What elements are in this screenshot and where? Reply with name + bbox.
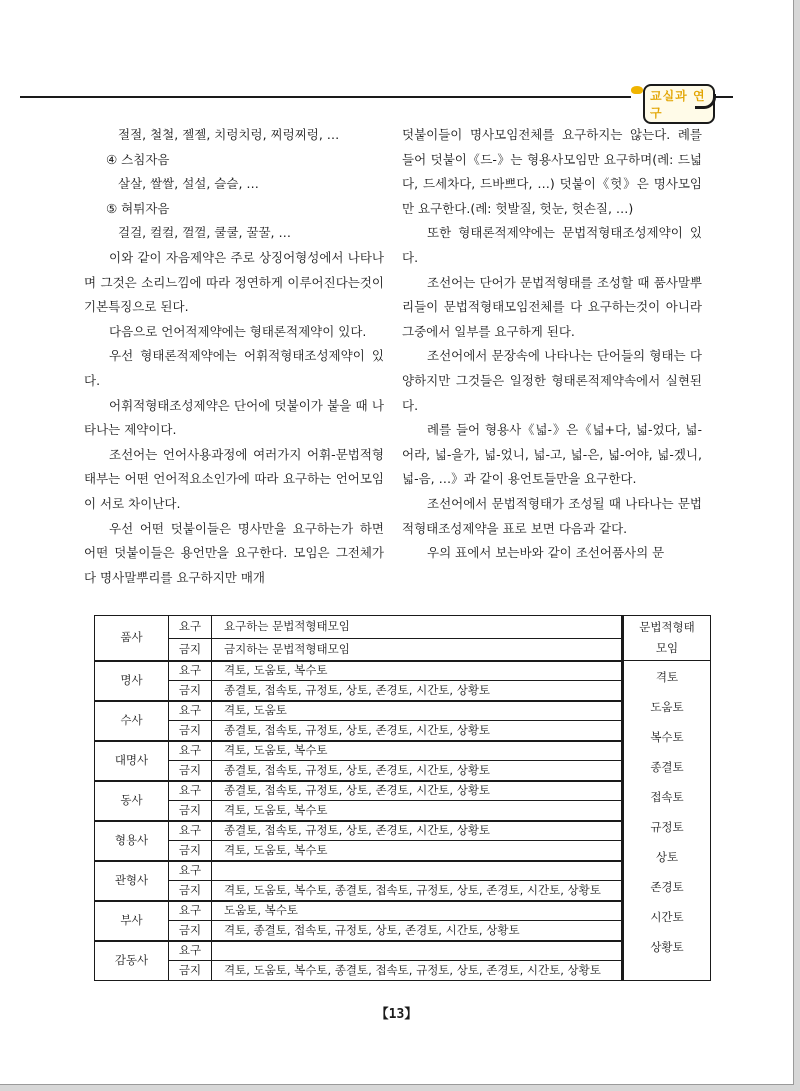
paragraph: 다음으로 언어적제약에는 형태론적제약이 있다. bbox=[109, 323, 367, 339]
table-header-value: 요구하는 문법적형태모임 bbox=[212, 616, 623, 639]
side-list-item: 존경토 bbox=[650, 880, 684, 894]
table-header-side-label bbox=[623, 616, 711, 661]
value-cell: 격토, 도움토, 복수토 bbox=[212, 661, 623, 681]
kind-cell: 요구 bbox=[169, 861, 212, 881]
pos-cell: 동사 bbox=[95, 781, 169, 821]
table-header-kind: 요구 bbox=[169, 616, 212, 639]
table-row bbox=[95, 761, 711, 781]
side-list-item: 도움토 bbox=[650, 700, 684, 714]
paragraph: 절절, 철철, 젤젤, 치렁치렁, 찌렁찌렁, … bbox=[118, 127, 340, 142]
paragraph: 우의 표에서 보는바와 같이 조선어품사의 문 bbox=[427, 545, 665, 561]
paragraph: 우선 어떤 덧붙이들은 명사만을 요구하는가 하면 어떤 덧붙이들은 용언만을 요구한다. 모임은 그전체가 다 명사말뿌리를 요구하지만 매개 bbox=[84, 520, 384, 585]
paragraph: 우선 형태론적제약에는 어휘적형태조성제약이 있다. bbox=[84, 348, 384, 388]
kind-cell: 금지 bbox=[169, 801, 212, 821]
kind-cell: 요구 bbox=[169, 741, 212, 761]
page-number: 【13】 bbox=[375, 1007, 418, 1022]
logo-ornament-icon bbox=[631, 86, 643, 94]
side-list-item: 복수토 bbox=[650, 730, 684, 744]
paragraph: ⑤ 혀튀자음 bbox=[106, 200, 170, 216]
table-row bbox=[95, 821, 711, 841]
value-cell: 격토, 종결토, 접속토, 규정토, 상토, 존경토, 시간토, 상황토 bbox=[212, 921, 623, 941]
value-cell: 격토, 도움토, 복수토, 종결토, 접속토, 규정토, 상토, 존경토, 시간토, 상황토 bbox=[212, 881, 623, 901]
kind-cell: 금지 bbox=[169, 761, 212, 781]
side-label-line: 문법적형태 bbox=[639, 620, 695, 634]
paragraph: 덧붙이들이 명사모임전체를 요구하지는 않는다. 례를 들어 덧붙이《드-》는 형용사모임만 요구하며(례: 드넓다, 드세차다, 드바쁘다, …) 덧붙이《헛》은 명사모임만 요구한다.(례: 헛발질, 헛눈, 헛손질, …) bbox=[402, 127, 702, 216]
pos-cell: 대명사 bbox=[95, 741, 169, 781]
table-row bbox=[95, 701, 711, 721]
paragraph: 조선어는 단어가 문법적형태를 조성할 때 품사말뿌리들이 문법적형태모임전체를 다 요구하는것이 아니라 그중에서 일부를 요구하게 된다. bbox=[402, 274, 702, 339]
table-row bbox=[95, 921, 711, 941]
paragraph: 례를 들어 형용사《넓-》은《넓+다, 넓-었다, 넓-어라, 넓-을가, 넓-었니, 넓-고, 넓-은, 넓-어야, 넓-겠니, 넓-음, …》과 같이 용언토들만을 요구한다. bbox=[402, 422, 702, 487]
pos-cell: 형용사 bbox=[95, 821, 169, 861]
table-row bbox=[95, 961, 711, 981]
value-cell: 종결토, 접속토, 규정토, 상토, 존경토, 시간토, 상황토 bbox=[212, 781, 623, 801]
paragraph: 또한 형태론적제약에는 문법적형태조성제약이 있다. bbox=[402, 225, 702, 265]
table-row bbox=[95, 741, 711, 761]
value-cell bbox=[212, 861, 623, 881]
side-list-item: 규정토 bbox=[650, 820, 684, 834]
kind-cell: 금지 bbox=[169, 841, 212, 861]
pos-cell: 명사 bbox=[95, 661, 169, 701]
side-list-cell bbox=[623, 661, 711, 981]
pos-cell: 관형사 bbox=[95, 861, 169, 901]
kind-cell: 금지 bbox=[169, 921, 212, 941]
paragraph: ④ 스침자음 bbox=[106, 151, 170, 167]
header-logo bbox=[631, 82, 715, 120]
paragraph: 조선어에서 문장속에 나타나는 단어들의 형태는 다양하지만 그것들은 일정한 형태론적제약속에서 실현된다. bbox=[402, 348, 702, 413]
table-row bbox=[95, 841, 711, 861]
value-cell: 종결토, 접속토, 규정토, 상토, 존경토, 시간토, 상황토 bbox=[212, 821, 623, 841]
pos-cell: 수사 bbox=[95, 701, 169, 741]
side-list-item: 시간토 bbox=[650, 910, 684, 924]
value-cell: 격토, 도움토, 복수토 bbox=[212, 741, 623, 761]
kind-cell: 요구 bbox=[169, 821, 212, 841]
side-label-line: 모임 bbox=[655, 641, 679, 655]
paragraph: 조선어에서 문법적형태가 조성될 때 나타나는 문법적형태조성제약을 표로 보면 다음과 같다. bbox=[402, 495, 702, 536]
side-list-item: 상토 bbox=[655, 850, 679, 864]
paragraph: 조선어는 언어사용과정에 여러가지 어휘-문법적형태부는 어떤 언어적요소인가에 따라 요구하는 언어모임이 서로 차이난다. bbox=[84, 446, 384, 511]
side-list-item: 상황토 bbox=[650, 940, 684, 954]
kind-cell: 요구 bbox=[169, 701, 212, 721]
value-cell: 격토, 도움토, 복수토 bbox=[212, 841, 623, 861]
pos-cell: 부사 bbox=[95, 901, 169, 941]
side-list-item: 종결토 bbox=[650, 760, 684, 774]
value-cell: 도움토, 복수토 bbox=[212, 901, 623, 921]
table-header-kind: 금지 bbox=[169, 638, 212, 661]
kind-cell: 금지 bbox=[169, 721, 212, 741]
paragraph: 이와 같이 자음제약은 주로 상징어형성에서 나타나며 그것은 소리느낌에 따라 정연하게 이루어진다는것이 기본특징으로 된다. bbox=[84, 249, 384, 315]
value-cell bbox=[212, 941, 623, 961]
side-list-item: 접속토 bbox=[650, 790, 684, 804]
value-cell: 격토, 도움토, 복수토 bbox=[212, 801, 623, 821]
kind-cell: 금지 bbox=[169, 681, 212, 701]
table-row bbox=[95, 901, 711, 921]
pos-cell: 감동사 bbox=[95, 941, 169, 981]
paragraph: 걸걸, 컬컬, 껄껄, 쿨쿨, 꿀꿀, … bbox=[118, 225, 291, 241]
table-row bbox=[95, 941, 711, 961]
header-rule bbox=[20, 96, 733, 98]
side-list-item: 격토 bbox=[655, 670, 679, 684]
grammar-constraint-table bbox=[94, 615, 711, 981]
grammar-constraint-table-wrap bbox=[94, 615, 710, 981]
table-row bbox=[95, 721, 711, 741]
logo-text: 교실과 연구 bbox=[643, 84, 715, 124]
kind-cell: 요구 bbox=[169, 901, 212, 921]
value-cell: 종결토, 접속토, 규정토, 상토, 존경토, 시간토, 상황토 bbox=[212, 721, 623, 741]
table-row bbox=[95, 881, 711, 901]
table-row bbox=[95, 681, 711, 701]
value-cell: 종결토, 접속토, 규정토, 상토, 존경토, 시간토, 상황토 bbox=[212, 761, 623, 781]
paragraph: 살살, 쌀쌀, 설설, 슬슬, … bbox=[118, 176, 259, 192]
table-row bbox=[95, 861, 711, 881]
value-cell: 격토, 도움토 bbox=[212, 701, 623, 721]
value-cell: 격토, 도움토, 복수토, 종결토, 접속토, 규정토, 상토, 존경토, 시간토, 상황토 bbox=[212, 961, 623, 981]
kind-cell: 금지 bbox=[169, 881, 212, 901]
kind-cell: 요구 bbox=[169, 941, 212, 961]
kind-cell: 요구 bbox=[169, 781, 212, 801]
kind-cell: 금지 bbox=[169, 961, 212, 981]
table-row bbox=[95, 781, 711, 801]
left-text-column bbox=[84, 123, 384, 590]
table-row bbox=[95, 801, 711, 821]
table-header-value: 금지하는 문법적형태모임 bbox=[212, 638, 623, 661]
value-cell: 종결토, 접속토, 규정토, 상토, 존경토, 시간토, 상황토 bbox=[212, 681, 623, 701]
right-text-column bbox=[402, 123, 702, 566]
table-row bbox=[95, 661, 711, 681]
paragraph: 어휘적형태조성제약은 단어에 덧붙이가 붙을 때 나타나는 제약이다. bbox=[84, 397, 384, 438]
kind-cell: 요구 bbox=[169, 661, 212, 681]
table-header-pos: 품사 bbox=[95, 616, 169, 661]
